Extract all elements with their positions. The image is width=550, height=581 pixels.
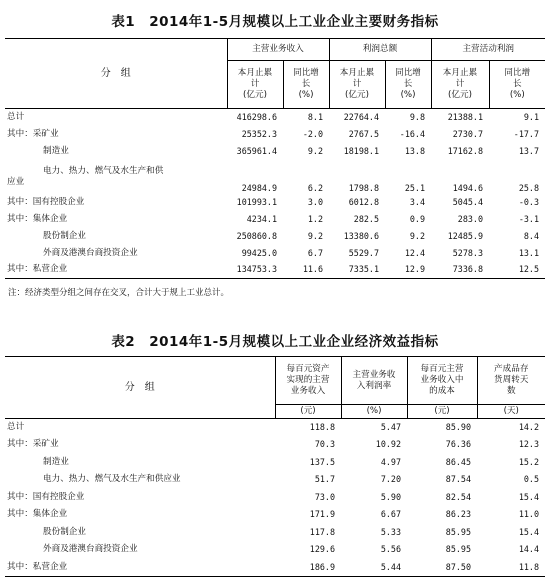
table-cell: 282.5 <box>353 213 379 224</box>
table-cell: 13.7 <box>518 145 539 156</box>
table-cell: 5.44 <box>380 561 401 572</box>
table-cell: 21388.1 <box>447 111 483 122</box>
table-cell: 13380.6 <box>343 230 379 241</box>
table-cell: 12.3 <box>518 439 539 450</box>
row-label: 总计 <box>7 111 25 122</box>
row-label: 电力、热力、燃气及水生产和供应业 <box>43 474 181 485</box>
table1-note: 注：经济类型分组之间存在交叉，合计大于规上工业总计。 <box>8 288 230 298</box>
table2-header-profit-margin: 主营业务收 入利润率 <box>341 357 407 405</box>
table-cell: 85.95 <box>445 526 471 537</box>
table-cell: 51.7 <box>314 474 335 485</box>
table-cell: -16.4 <box>399 128 425 139</box>
table-cell: 15.4 <box>518 491 539 502</box>
table-cell: 4234.1 <box>246 213 277 224</box>
table-cell: 18198.1 <box>343 145 379 156</box>
table-cell: 1494.6 <box>452 182 483 193</box>
table-cell: 99425.0 <box>241 247 277 258</box>
table-cell: 416298.6 <box>236 111 277 122</box>
table-cell: 5529.7 <box>348 247 379 258</box>
table-cell: 9.2 <box>307 145 323 156</box>
table-cell: 1798.8 <box>348 182 379 193</box>
table-cell: 171.9 <box>309 509 335 520</box>
table-cell: 17162.8 <box>447 145 483 156</box>
table-row <box>5 262 545 279</box>
table-cell: 365961.4 <box>236 145 277 156</box>
table-cell: 6012.8 <box>348 196 379 207</box>
table-cell: 87.50 <box>445 561 471 572</box>
table-row <box>5 194 545 211</box>
table-cell: 3.4 <box>409 196 425 207</box>
table-cell: 5.56 <box>380 544 401 555</box>
table1-subheader-growth: 同比增 长 (%) <box>385 61 431 109</box>
table1-colgroup-main-profit: 主营活动利润 <box>431 39 545 61</box>
row-label: 外商及港澳台商投资企业 <box>43 247 138 258</box>
table-row <box>5 506 545 524</box>
table-row <box>5 419 545 437</box>
table-cell: 15.4 <box>518 526 539 537</box>
table-cell: 5278.3 <box>452 247 483 258</box>
table-cell: 10.92 <box>375 439 401 450</box>
table-cell: 12.4 <box>404 247 425 258</box>
row-label: 制造业 <box>43 145 69 156</box>
table-cell: 134753.3 <box>236 264 277 275</box>
table-row <box>5 541 545 559</box>
table-cell: 86.45 <box>445 456 471 467</box>
table-cell: 25.1 <box>404 182 425 193</box>
row-label: 其中：国有控股企业 <box>7 491 85 502</box>
table-cell: 6.7 <box>307 247 323 258</box>
table-row <box>5 126 545 143</box>
table2-unit: (天) <box>477 405 545 419</box>
table2-header-inventory-days: 产成品存 货周转天 数 <box>477 357 545 405</box>
table-cell: 11.0 <box>518 509 539 520</box>
table-row <box>5 471 545 489</box>
table1-subheader-growth: 同比增 长 (%) <box>489 61 545 109</box>
table-row <box>5 109 545 126</box>
table-cell: 11.6 <box>302 264 323 275</box>
table1-colgroup-profit: 利润总额 <box>329 39 431 61</box>
table-cell: 250860.8 <box>236 230 277 241</box>
table-row <box>5 160 545 194</box>
row-label: 其中：私营企业 <box>7 264 68 275</box>
table-row <box>5 489 545 507</box>
table-cell: 25352.3 <box>241 128 277 139</box>
table-row <box>5 245 545 262</box>
table-cell: 9.1 <box>523 111 539 122</box>
table-cell: 8.1 <box>307 111 323 122</box>
table-cell: -17.7 <box>513 128 539 139</box>
table-cell: 5.33 <box>380 526 401 537</box>
table2-title: 表2 2014年1-5月规模以上工业企业经济效益指标 <box>111 334 439 350</box>
table-cell: 13.1 <box>518 247 539 258</box>
table-cell: 14.4 <box>518 544 539 555</box>
table-cell: 283.0 <box>457 213 483 224</box>
table-cell: 15.2 <box>518 456 539 467</box>
table-cell: 0.5 <box>523 474 539 485</box>
table-cell: 11.8 <box>518 561 539 572</box>
table-cell: 25.8 <box>518 182 539 193</box>
row-label: 股份制企业 <box>43 230 86 241</box>
row-label: 制造业 <box>43 456 69 467</box>
table-cell: 24984.9 <box>241 182 277 193</box>
table-cell: 117.8 <box>309 526 335 537</box>
table-row <box>5 436 545 454</box>
table-cell: 4.97 <box>380 456 401 467</box>
table-cell: 22764.4 <box>343 111 379 122</box>
table-cell: 129.6 <box>309 544 335 555</box>
table2-unit: (%) <box>341 405 407 419</box>
table-cell: 12.5 <box>518 264 539 275</box>
table-cell: 7.20 <box>380 474 401 485</box>
table-cell: 186.9 <box>309 561 335 572</box>
row-label: 外商及港澳台商投资企业 <box>43 544 138 555</box>
table-cell: 5045.4 <box>452 196 483 207</box>
table-row <box>5 559 545 577</box>
row-label: 其中：采矿业 <box>7 128 59 139</box>
table1-subheader-cumulative: 本月止累 计 (亿元) <box>431 61 489 109</box>
table-row <box>5 454 545 472</box>
table-cell: 70.3 <box>314 439 335 450</box>
table2-unit: (元) <box>275 405 341 419</box>
table-cell: 14.2 <box>518 422 539 432</box>
table-cell: 5.90 <box>380 491 401 502</box>
table-cell: 13.8 <box>404 145 425 156</box>
table-row <box>5 143 545 160</box>
table1-colgroup-revenue: 主营业务收入 <box>227 39 329 61</box>
table1-group-header: 分 组 <box>5 39 227 109</box>
table-cell: 12485.9 <box>447 230 483 241</box>
table2-group-header: 分 组 <box>5 357 275 419</box>
table1-title: 表1 2014年1-5月规模以上工业企业主要财务指标 <box>111 14 439 30</box>
table-cell: 0.9 <box>409 213 425 224</box>
table2-header-revenue-per-asset: 每百元资产 实现的主营 业务收入 <box>275 357 341 405</box>
table2-unit: (元) <box>407 405 477 419</box>
table-cell: 85.95 <box>445 544 471 555</box>
table1-subheader-cumulative: 本月止累 计 (亿元) <box>329 61 385 109</box>
table-cell: -3.1 <box>518 213 539 224</box>
table2 <box>5 356 545 577</box>
table-cell: 137.5 <box>309 456 335 467</box>
table-cell: 6.67 <box>380 509 401 520</box>
table-cell: 6.2 <box>307 182 323 193</box>
table-cell: 118.8 <box>309 422 335 432</box>
table-cell: 9.2 <box>409 230 425 241</box>
row-label: 其中：集体企业 <box>7 509 68 520</box>
table1-subheader-cumulative: 本月止累 计 (亿元) <box>227 61 283 109</box>
table-cell: 9.2 <box>307 230 323 241</box>
row-label: 其中：集体企业 <box>7 213 68 224</box>
table-row <box>5 524 545 542</box>
table-cell: 1.2 <box>307 213 323 224</box>
table-row <box>5 211 545 228</box>
table-cell: 5.47 <box>380 422 401 432</box>
table-cell: -0.3 <box>518 196 539 207</box>
table-cell: 73.0 <box>314 491 335 502</box>
table-cell: 87.54 <box>445 474 471 485</box>
table-cell: -2.0 <box>302 128 323 139</box>
row-label: 其中：国有控股企业 <box>7 196 85 207</box>
table-cell: 7336.8 <box>452 264 483 275</box>
table-cell: 76.36 <box>445 439 471 450</box>
table-cell: 7335.1 <box>348 264 379 275</box>
table-cell: 86.23 <box>445 509 471 520</box>
table-cell: 101993.1 <box>236 196 277 207</box>
table-cell: 12.9 <box>404 264 425 275</box>
table-cell: 9.8 <box>409 111 425 122</box>
row-label: 股份制企业 <box>43 526 86 537</box>
table-row <box>5 228 545 245</box>
row-label: 电力、热力、燃气及水生产和供 应业 <box>7 165 164 187</box>
table-cell: 2730.7 <box>452 128 483 139</box>
row-label: 其中：私营企业 <box>7 561 68 572</box>
table1-subheader-growth: 同比增 长 (%) <box>283 61 329 109</box>
table-cell: 8.4 <box>523 230 539 241</box>
row-label: 总计 <box>7 422 25 432</box>
table-cell: 2767.5 <box>348 128 379 139</box>
table-cell: 85.90 <box>445 422 471 432</box>
table-cell: 3.0 <box>307 196 323 207</box>
table1 <box>5 38 545 279</box>
table2-header-cost-per-revenue: 每百元主营 业务收入中 的成本 <box>407 357 477 405</box>
table-cell: 82.54 <box>445 491 471 502</box>
row-label: 其中：采矿业 <box>7 439 59 450</box>
